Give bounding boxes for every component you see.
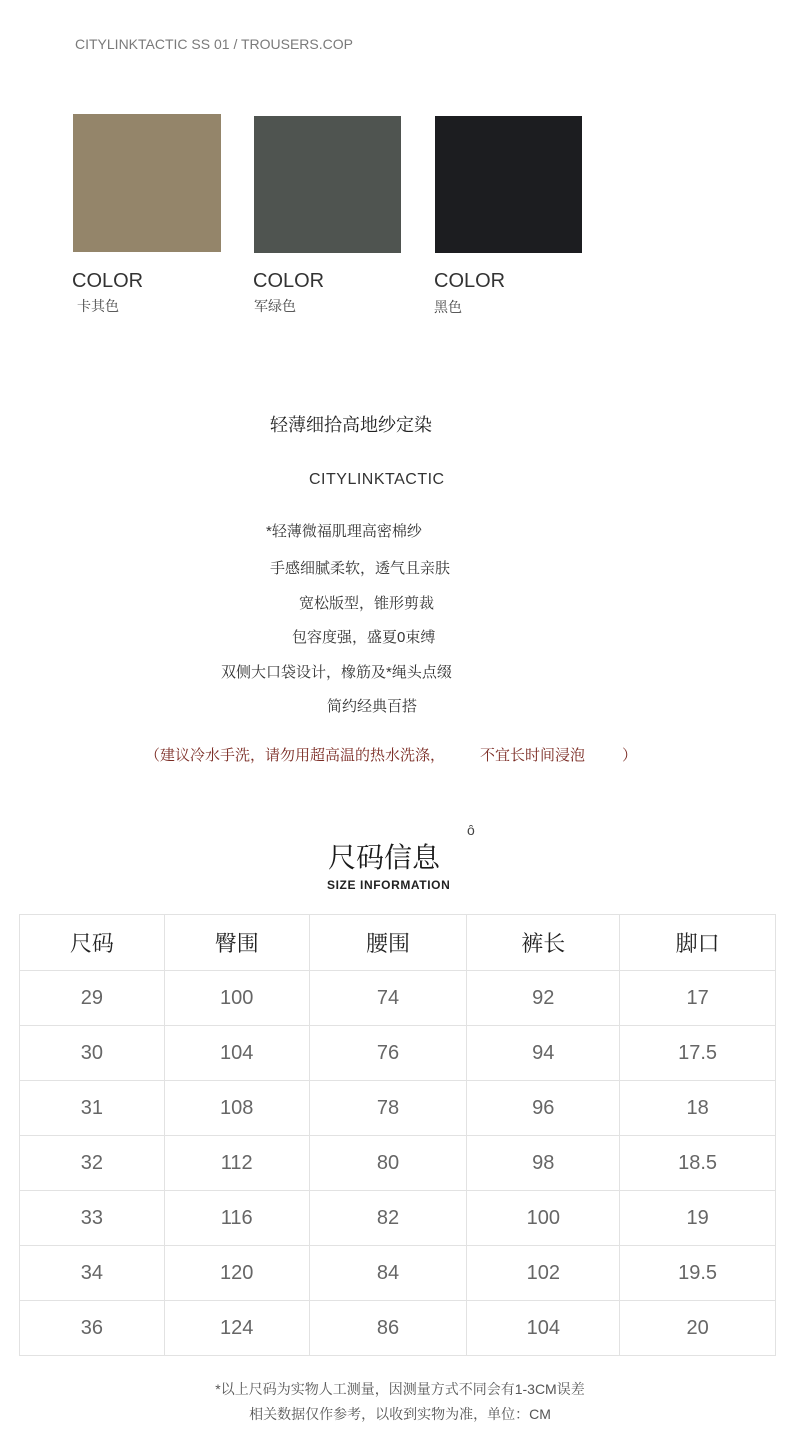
header-hip: 臀围 [164,915,309,971]
table-cell: 31 [20,1081,165,1136]
table-cell: 20 [620,1301,776,1356]
color-label: COLOR [434,270,506,292]
table-cell: 36 [20,1301,165,1356]
table-cell: 34 [20,1246,165,1301]
table-cell: 116 [164,1191,309,1246]
feature-line: *轻薄微福肌理高密棉纱 [266,523,422,540]
swatch-khaki [73,114,221,252]
size-title: 尺码信息 [328,842,441,873]
size-table [19,914,776,1356]
table-row [20,1301,776,1356]
table-row [20,1026,776,1081]
table-cell: 96 [467,1081,620,1136]
color-name: 黑色 [434,299,462,315]
footnote-measurement: *以上尺码为实物人工测量，因测量方式不同会有1-3CM误差 [215,1381,585,1397]
table-cell: 112 [164,1136,309,1191]
table-cell: 17.5 [620,1026,776,1081]
product-title: 轻薄细拾高地纱定染 [270,415,432,435]
table-cell: 100 [467,1191,620,1246]
table-cell: 78 [309,1081,467,1136]
feature-line: 宽松版型，锥形剪裁 [299,595,435,612]
table-cell: 74 [309,971,467,1026]
table-row [20,1081,776,1136]
footnote-unit: 相关数据仅作参考，以收到实物为准，单位：CM [249,1406,551,1422]
header-waist: 腰围 [309,915,467,971]
table-cell: 98 [467,1136,620,1191]
table-cell: 33 [20,1191,165,1246]
table-cell: 32 [20,1136,165,1191]
swatch-army-green [254,116,401,253]
swatch-black [435,116,582,253]
table-cell: 30 [20,1026,165,1081]
feature-line: 包容度强，盛夏0束缚 [292,629,436,646]
feature-line: 双侧大口袋设计，橡筋及*绳头点缀 [221,664,452,681]
care-note-end: ） [622,747,638,764]
breadcrumb: CITYLINKTACTIC SS 01 / TROUSERS.COP [75,36,353,52]
table-cell: 18 [620,1081,776,1136]
color-name: 军绿色 [254,298,296,314]
table-cell: 18.5 [620,1136,776,1191]
table-cell: 102 [467,1246,620,1301]
table-cell: 17 [620,971,776,1026]
header-size: 尺码 [20,915,165,971]
table-cell: 76 [309,1026,467,1081]
care-note-middle: 不宜长时间浸泡 [480,747,586,764]
care-note-start: （建议冷水手洗，请勿用超高温的热水洗涤， [145,747,446,764]
table-cell: 124 [164,1301,309,1356]
feature-line: 手感细腻柔软，透气且亲肤 [270,560,451,577]
decorative-mark: ȏ [467,822,475,838]
color-label: COLOR [253,270,325,292]
table-header-row [20,915,776,971]
table-cell: 80 [309,1136,467,1191]
size-subtitle: SIZE INFORMATION [327,878,451,892]
table-cell: 104 [164,1026,309,1081]
table-cell: 108 [164,1081,309,1136]
brand-name: CITYLINKTACTIC [309,471,445,488]
table-cell: 19.5 [620,1246,776,1301]
feature-line: 简约经典百搭 [327,698,418,715]
table-cell: 19 [620,1191,776,1246]
table-cell: 120 [164,1246,309,1301]
table-row [20,1191,776,1246]
table-cell: 104 [467,1301,620,1356]
header-hem: 脚口 [620,915,776,971]
table-cell: 86 [309,1301,467,1356]
table-row [20,1246,776,1301]
table-cell: 82 [309,1191,467,1246]
color-label: COLOR [72,270,144,292]
table-cell: 92 [467,971,620,1026]
table-row [20,971,776,1026]
table-cell: 29 [20,971,165,1026]
header-length: 裤长 [467,915,620,971]
table-row [20,1136,776,1191]
table-cell: 84 [309,1246,467,1301]
table-cell: 100 [164,971,309,1026]
table-cell: 94 [467,1026,620,1081]
color-name: 卡其色 [77,298,119,314]
